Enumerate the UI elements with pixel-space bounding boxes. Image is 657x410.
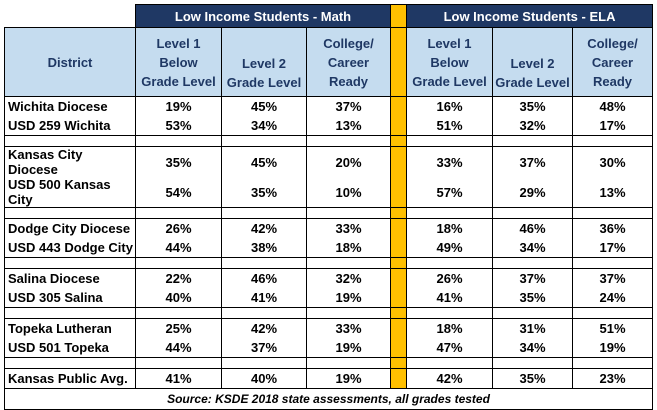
ela-value-cell: 24% — [573, 288, 653, 308]
table-row — [5, 116, 653, 136]
header-line: Grade Level — [495, 75, 570, 90]
ela-value-cell: 31% — [493, 319, 573, 339]
table-row — [5, 238, 653, 258]
math-value-cell: 10% — [307, 177, 391, 208]
math-value-cell: 19% — [136, 97, 222, 117]
district-cell: Wichita Diocese — [5, 97, 136, 117]
gold-divider — [391, 136, 407, 147]
gold-divider — [391, 28, 407, 97]
spacer-cell — [136, 258, 222, 269]
spacer-cell — [407, 208, 493, 219]
math-value-cell: 45% — [222, 147, 307, 178]
math-value-cell: 37% — [307, 97, 391, 117]
math-value-cell: 41% — [222, 288, 307, 308]
header-line: Career — [327, 54, 370, 70]
ela-value-cell: 41% — [407, 288, 493, 308]
spacer-cell — [307, 208, 391, 219]
spacer-cell — [307, 358, 391, 369]
gold-divider — [391, 269, 407, 289]
math-value-cell: 40% — [222, 369, 307, 389]
table-row — [5, 269, 653, 289]
header-line: Grade Level — [226, 75, 302, 90]
gold-divider — [391, 116, 407, 136]
ela-value-cell: 18% — [407, 319, 493, 339]
gold-divider — [391, 238, 407, 258]
header-line: Ready — [593, 73, 633, 89]
corner-blank — [5, 5, 136, 28]
district-cell: Topeka Lutheran — [5, 319, 136, 339]
spacer-cell — [222, 308, 307, 319]
table-row — [5, 177, 653, 208]
ela-value-cell: 35% — [493, 369, 573, 389]
district-cell: USD 501 Topeka — [5, 338, 136, 358]
header-line: Level 1 — [156, 35, 201, 51]
ela-value-cell: 36% — [573, 219, 653, 239]
math-value-cell: 19% — [307, 338, 391, 358]
math-value-cell: 13% — [307, 116, 391, 136]
gold-divider — [391, 97, 407, 117]
spacer-cell — [136, 136, 222, 147]
math-value-cell: 35% — [222, 177, 307, 208]
spacer-cell — [573, 258, 653, 269]
math-value-cell: 46% — [222, 269, 307, 289]
math-value-cell: 33% — [307, 319, 391, 339]
spacer-row — [5, 358, 653, 369]
gold-divider — [391, 208, 407, 219]
math-value-cell: 44% — [136, 338, 222, 358]
header-line: Level 1 — [427, 35, 472, 51]
assessment-table — [4, 4, 653, 410]
gold-divider — [391, 177, 407, 208]
ela-value-cell: 34% — [493, 238, 573, 258]
assessment-table-container — [4, 4, 652, 406]
math-value-cell: 20% — [307, 147, 391, 178]
math-level2-header — [222, 28, 307, 97]
table-row — [5, 319, 653, 339]
ela-group-header: Low Income Students - ELA — [407, 5, 653, 28]
spacer-cell — [222, 136, 307, 147]
spacer-cell — [136, 308, 222, 319]
spacer-cell — [307, 308, 391, 319]
spacer-cell — [573, 136, 653, 147]
math-value-cell: 38% — [222, 238, 307, 258]
ela-value-cell: 49% — [407, 238, 493, 258]
math-group-header: Low Income Students - Math — [136, 5, 391, 28]
math-value-cell: 45% — [222, 97, 307, 117]
spacer-row — [5, 308, 653, 319]
math-value-cell: 35% — [136, 147, 222, 178]
ela-level1-header — [407, 28, 493, 97]
district-cell: USD 305 Salina — [5, 288, 136, 308]
ela-value-cell: 37% — [573, 269, 653, 289]
ela-value-cell: 51% — [573, 319, 653, 339]
math-value-cell: 37% — [222, 338, 307, 358]
district-cell: USD 443 Dodge City — [5, 238, 136, 258]
spacer-row — [5, 136, 653, 147]
ela-value-cell: 32% — [493, 116, 573, 136]
table-row — [5, 369, 653, 389]
math-value-cell: 44% — [136, 238, 222, 258]
spacer-row — [5, 258, 653, 269]
header-line: Grade Level — [141, 73, 216, 89]
ela-value-cell: 35% — [493, 288, 573, 308]
gold-divider-top — [391, 5, 407, 28]
district-cell: USD 259 Wichita — [5, 116, 136, 136]
math-value-cell: 22% — [136, 269, 222, 289]
district-cell: USD 500 Kansas City — [5, 177, 136, 208]
math-value-cell: 19% — [307, 288, 391, 308]
ela-value-cell: 26% — [407, 269, 493, 289]
spacer-cell — [222, 208, 307, 219]
math-value-cell: 54% — [136, 177, 222, 208]
spacer-cell — [5, 358, 136, 369]
spacer-cell — [136, 358, 222, 369]
header-line: Grade Level — [412, 73, 487, 89]
spacer-cell — [407, 308, 493, 319]
math-value-cell: 42% — [222, 319, 307, 339]
ela-value-cell: 13% — [573, 177, 653, 208]
header-line: Below — [159, 54, 198, 70]
ela-value-cell: 19% — [573, 338, 653, 358]
table-row — [5, 288, 653, 308]
header-line: Below — [430, 54, 469, 70]
spacer-cell — [573, 208, 653, 219]
spacer-cell — [5, 308, 136, 319]
ela-value-cell: 23% — [573, 369, 653, 389]
gold-divider — [391, 338, 407, 358]
gold-divider — [391, 358, 407, 369]
header-line: Level 2 — [510, 56, 555, 71]
ela-value-cell: 30% — [573, 147, 653, 178]
ela-value-cell: 48% — [573, 97, 653, 117]
math-level1-header — [136, 28, 222, 97]
spacer-cell — [407, 136, 493, 147]
ela-value-cell: 17% — [573, 238, 653, 258]
district-cell: Salina Diocese — [5, 269, 136, 289]
header-line: Ready — [328, 73, 369, 89]
ela-value-cell: 17% — [573, 116, 653, 136]
ela-value-cell: 42% — [407, 369, 493, 389]
ela-value-cell: 57% — [407, 177, 493, 208]
ela-value-cell: 16% — [407, 97, 493, 117]
spacer-cell — [5, 208, 136, 219]
spacer-cell — [493, 208, 573, 219]
math-value-cell: 19% — [307, 369, 391, 389]
district-cell: Dodge City Diocese — [5, 219, 136, 239]
ela-value-cell: 34% — [493, 338, 573, 358]
spacer-cell — [5, 258, 136, 269]
header-line: Level 2 — [241, 56, 287, 71]
spacer-cell — [307, 258, 391, 269]
spacer-cell — [493, 308, 573, 319]
spacer-cell — [493, 358, 573, 369]
spacer-cell — [307, 136, 391, 147]
gold-divider — [391, 147, 407, 178]
spacer-cell — [136, 208, 222, 219]
ela-value-cell: 33% — [407, 147, 493, 178]
ela-college-ready-header — [573, 28, 653, 97]
table-row — [5, 219, 653, 239]
ela-value-cell: 51% — [407, 116, 493, 136]
header-line: College/ — [587, 35, 638, 51]
gold-divider — [391, 308, 407, 319]
spacer-cell — [493, 136, 573, 147]
math-value-cell: 25% — [136, 319, 222, 339]
ela-value-cell: 18% — [407, 219, 493, 239]
spacer-cell — [573, 308, 653, 319]
gold-divider — [391, 288, 407, 308]
spacer-cell — [222, 358, 307, 369]
ela-value-cell: 47% — [407, 338, 493, 358]
source-note: Source: KSDE 2018 state assessments, all grades tested — [5, 389, 653, 410]
spacer-cell — [222, 258, 307, 269]
ela-value-cell: 35% — [493, 97, 573, 117]
ela-value-cell: 46% — [493, 219, 573, 239]
table-row — [5, 147, 653, 178]
math-college-ready-header — [307, 28, 391, 97]
math-value-cell: 42% — [222, 219, 307, 239]
ela-level2-header — [493, 28, 573, 97]
math-value-cell: 53% — [136, 116, 222, 136]
math-value-cell: 26% — [136, 219, 222, 239]
spacer-cell — [5, 136, 136, 147]
spacer-cell — [407, 358, 493, 369]
gold-divider — [391, 369, 407, 389]
math-value-cell: 33% — [307, 219, 391, 239]
gold-divider — [391, 319, 407, 339]
math-value-cell: 41% — [136, 369, 222, 389]
ela-value-cell: 37% — [493, 269, 573, 289]
ela-value-cell: 37% — [493, 147, 573, 178]
header-line: Career — [591, 54, 634, 70]
gold-divider — [391, 219, 407, 239]
table-row — [5, 338, 653, 358]
gold-divider — [391, 258, 407, 269]
district-column-header: District — [5, 28, 136, 97]
math-value-cell: 32% — [307, 269, 391, 289]
district-cell: Kansas Public Avg. — [5, 369, 136, 389]
table-row — [5, 97, 653, 117]
spacer-cell — [493, 258, 573, 269]
spacer-cell — [573, 358, 653, 369]
spacer-cell — [407, 258, 493, 269]
source-row — [5, 389, 653, 410]
math-value-cell: 34% — [222, 116, 307, 136]
spacer-row — [5, 208, 653, 219]
header-line: College/ — [323, 35, 374, 51]
math-value-cell: 18% — [307, 238, 391, 258]
ela-value-cell: 29% — [493, 177, 573, 208]
math-value-cell: 40% — [136, 288, 222, 308]
district-cell: Kansas City Diocese — [5, 147, 136, 178]
